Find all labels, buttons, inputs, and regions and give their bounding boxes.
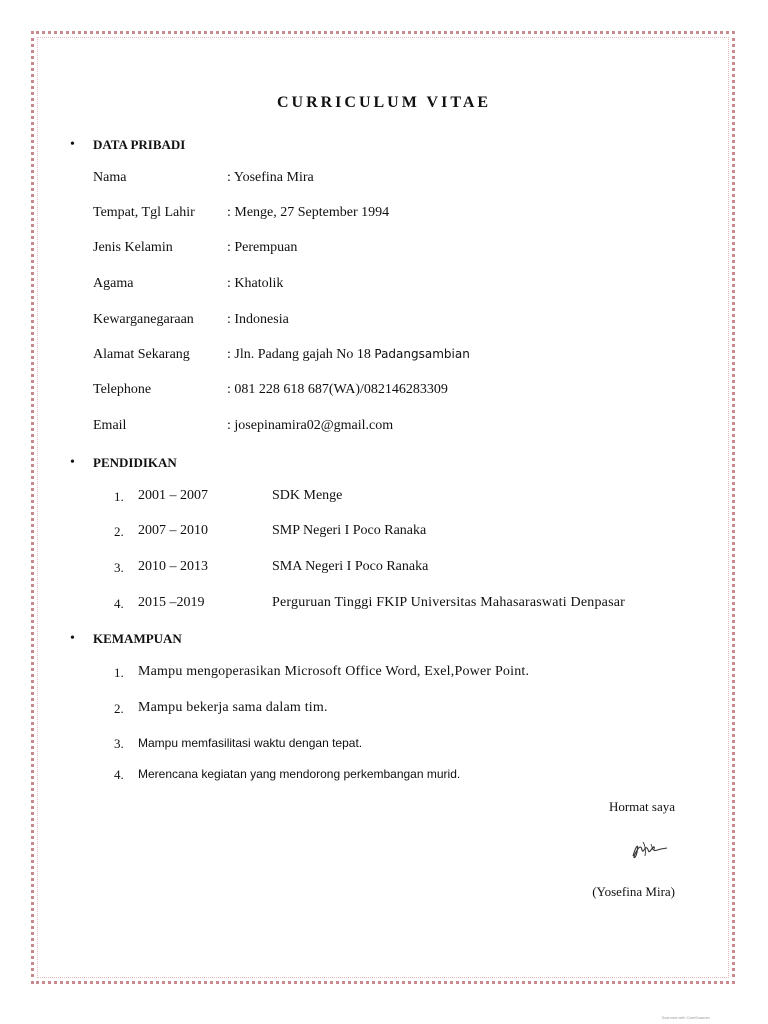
value-alamat-sekarang	[227, 347, 470, 363]
label-telephone: Telephone	[93, 382, 152, 397]
label-nama: Nama	[93, 170, 127, 185]
skill-number: 3.	[114, 736, 124, 751]
skill-number: 2.	[114, 701, 124, 716]
section-heading-kemampuan: KEMAMPUAN	[93, 631, 182, 646]
education-number: 3.	[114, 560, 124, 575]
label-email: Email	[93, 418, 127, 433]
education-number: 2.	[114, 524, 124, 539]
education-school: SMA Negeri I Poco Ranaka	[272, 559, 429, 574]
bullet-icon: •	[70, 455, 75, 470]
education-years: 2007 – 2010	[138, 523, 208, 538]
closing-name: (Yosefina Mira)	[592, 884, 675, 899]
value-nama: : Yosefina Mira	[227, 170, 314, 185]
education-school: SDK Menge	[272, 488, 343, 503]
education-school: Perguruan Tinggi FKIP Universitas Mahasaraswati Denpasar	[272, 595, 625, 610]
address-area: Padangsambian	[374, 347, 470, 361]
skill-text: Mampu memfasilitasi waktu dengan tepat.	[138, 736, 363, 750]
bullet-icon: •	[70, 631, 75, 646]
skill-number: 4.	[114, 767, 124, 782]
education-number: 4.	[114, 596, 124, 611]
label-jenis-kelamin: Jenis Kelamin	[93, 240, 173, 255]
skill-text: Mampu mengoperasikan Microsoft Office Word, Exel,Power Point.	[138, 664, 530, 679]
signature-image	[627, 836, 669, 864]
skill-text: Merencana kegiatan yang mendorong perkembangan murid.	[138, 767, 461, 781]
education-years: 2010 – 2013	[138, 559, 208, 574]
education-number: 1.	[114, 489, 124, 504]
value-email: : josepinamira02@gmail.com	[227, 418, 394, 433]
address-street: : Jln. Padang gajah No 18	[227, 347, 371, 362]
skill-number: 1.	[114, 665, 124, 680]
value-kewarganegaraan: : Indonesia	[227, 312, 289, 327]
education-years: 2015 –2019	[138, 595, 205, 610]
education-school: SMP Negeri I Poco Ranaka	[272, 523, 427, 538]
label-agama: Agama	[93, 276, 134, 291]
label-alamat-sekarang: Alamat Sekarang	[93, 347, 190, 362]
value-jenis-kelamin: : Perempuan	[227, 240, 298, 255]
section-heading-data-pribadi: DATA PRIBADI	[93, 137, 186, 152]
label-kewarganegaraan: Kewarganegaraan	[93, 312, 194, 327]
scanner-watermark: Scanned with CamScanner	[661, 1015, 710, 1020]
value-telephone: : 081 228 618 687(WA)/082146283309	[227, 382, 448, 397]
section-heading-pendidikan: PENDIDIKAN	[93, 455, 177, 470]
closing-greeting: Hormat saya	[608, 799, 675, 814]
education-years: 2001 – 2007	[138, 488, 208, 503]
label-tempat-tgl-lahir: Tempat, Tgl Lahir	[93, 205, 195, 220]
bullet-icon: •	[70, 137, 75, 152]
value-tempat-tgl-lahir: : Menge, 27 September 1994	[227, 205, 390, 220]
document-title: CURRICULUM VITAE	[276, 94, 492, 111]
skill-text: Mampu bekerja sama dalam tim.	[138, 700, 328, 715]
value-agama: : Khatolik	[227, 276, 284, 291]
